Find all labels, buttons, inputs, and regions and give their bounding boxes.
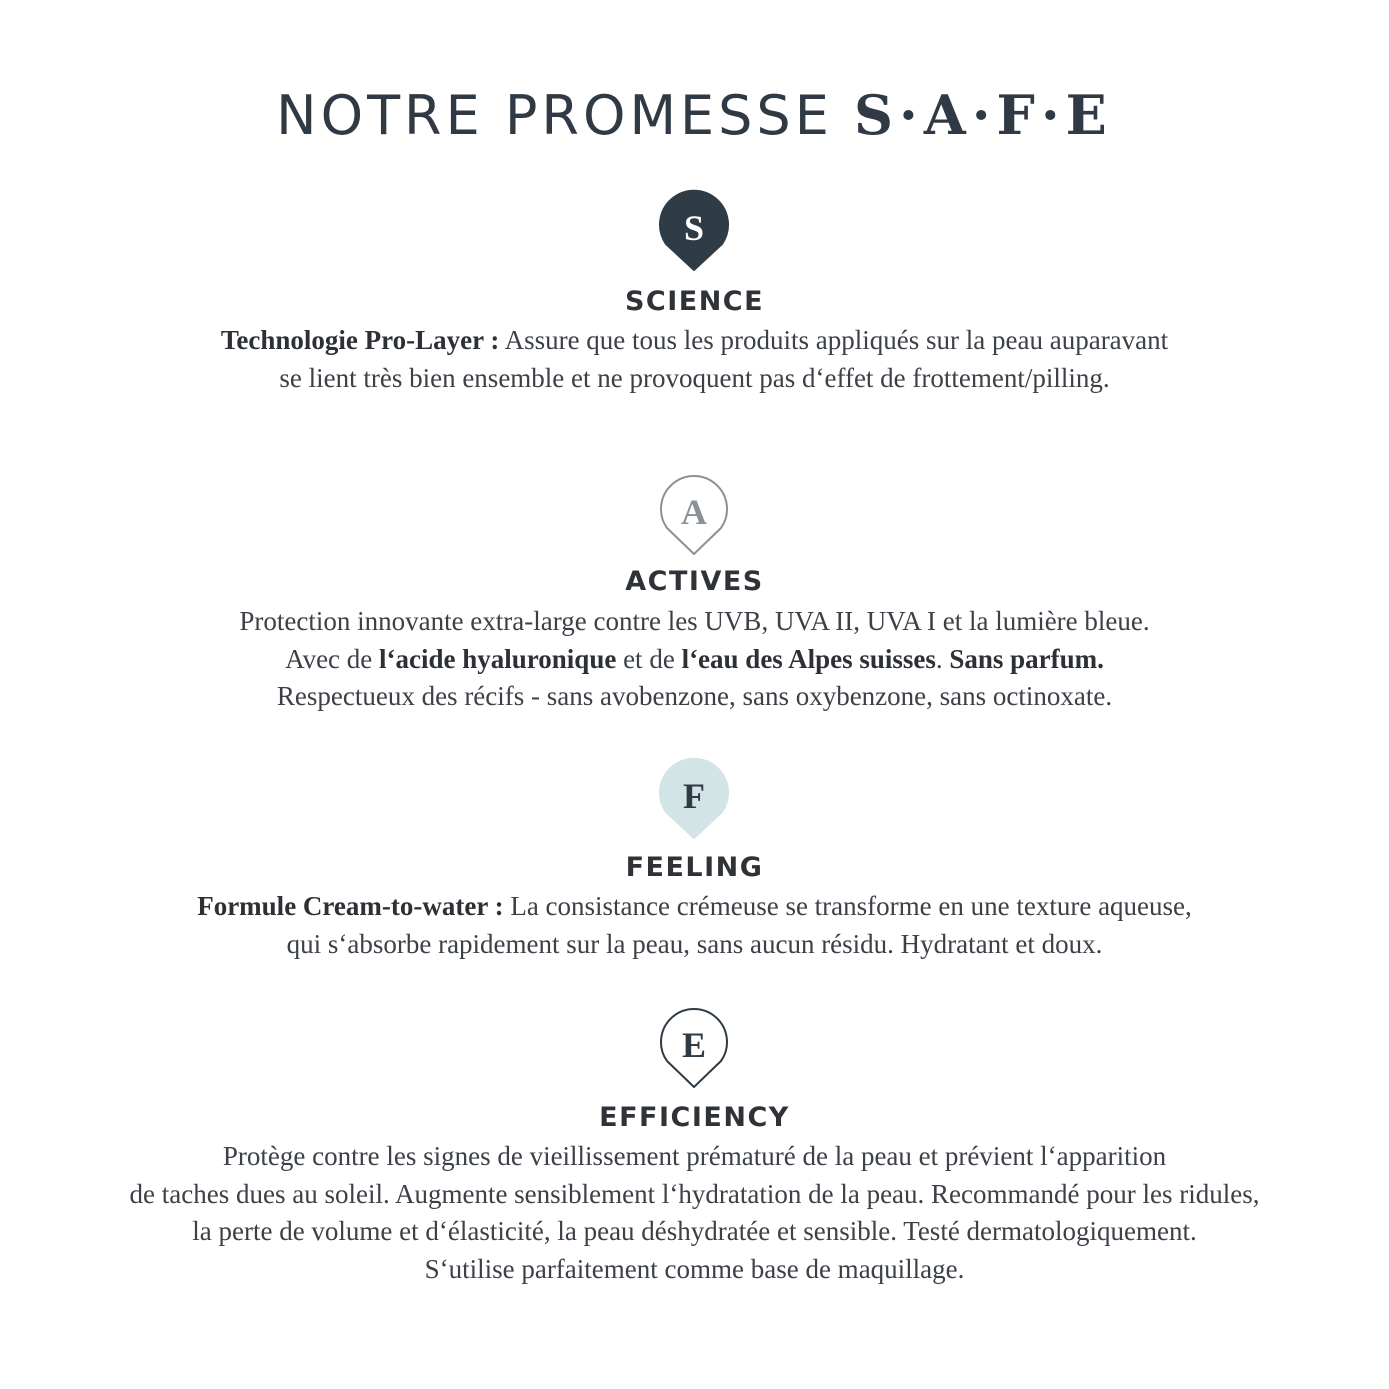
body-line	[0, 1138, 1389, 1176]
bold-lead: Formule Cream-to-water :	[197, 891, 504, 921]
body-line	[0, 1176, 1389, 1214]
title-safe: S·A·F·E	[854, 83, 1113, 147]
bold-phrase: Sans parfum.	[949, 643, 1104, 674]
page-title	[0, 80, 1389, 151]
body-line	[0, 322, 1389, 360]
body-line	[0, 360, 1389, 398]
pin-letter: A	[681, 492, 707, 532]
line-text: de taches dues au soleil. Augmente sensiblement l‘hydratation de la peau. Recommandé pour les ridules,	[129, 1178, 1260, 1209]
line-text: se lient très bien ensemble et ne provoquent pas d‘effet de frottement/pilling.	[279, 362, 1110, 393]
bold-phrase: l‘acide hyaluronique	[379, 643, 617, 674]
body-line	[0, 888, 1389, 926]
section-body	[0, 888, 1389, 963]
line-text: Assure que tous les produits appliqués sur la peau auparavant	[499, 325, 1169, 355]
map-pin-s-icon	[654, 186, 734, 274]
bold-lead: Technologie Pro-Layer :	[220, 325, 500, 355]
body-line	[0, 926, 1389, 964]
line-text: la perte de volume et d‘élasticité, la peau déshydratée et sensible. Testé dermatologiquement.	[192, 1216, 1197, 1246]
section-heading: ACTIVES	[625, 566, 764, 597]
body-line: Avec de l‘acide hyaluronique et de l‘eau des Alpes suisses. Sans parfum.	[285, 643, 1104, 674]
map-pin-a-icon	[654, 470, 734, 558]
pin-letter: E	[681, 1025, 707, 1065]
section-heading: EFFICIENCY	[599, 1102, 790, 1133]
pin-letter: S	[683, 208, 705, 248]
line-text: Protège contre les signes de vieillissement prématuré de la peau et prévient l‘apparition	[222, 1141, 1167, 1171]
section-body	[0, 603, 1389, 716]
map-pin-e-icon	[654, 1003, 734, 1091]
line-text: Protection innovante extra-large contre les UVB, UVA II, UVA I et la lumière bleue.	[239, 606, 1150, 636]
body-line	[0, 1213, 1389, 1251]
bold-phrase: l‘eau des Alpes suisses	[681, 643, 936, 674]
body-line	[0, 1251, 1389, 1289]
line-text: Respectueux des récifs - sans avobenzone, sans oxybenzone, sans octinoxate.	[276, 681, 1113, 711]
map-pin-f-icon	[654, 754, 734, 842]
line-text: La consistance crémeuse se transforme en une texture aqueuse,	[503, 891, 1192, 921]
section-body	[0, 322, 1389, 397]
pin-letter: F	[683, 776, 705, 816]
body-line	[0, 603, 1389, 641]
section-body	[0, 1138, 1389, 1288]
line-text: qui s‘absorbe rapidement sur la peau, sans aucun résidu. Hydratant et doux.	[286, 928, 1103, 959]
line-text: S‘utilise parfaitement comme base de maquillage.	[424, 1253, 965, 1284]
body-line	[0, 678, 1389, 716]
title-light: NOTRE PROMESSE	[276, 84, 833, 147]
section-heading: FEELING	[625, 852, 764, 883]
section-heading: SCIENCE	[624, 286, 765, 317]
